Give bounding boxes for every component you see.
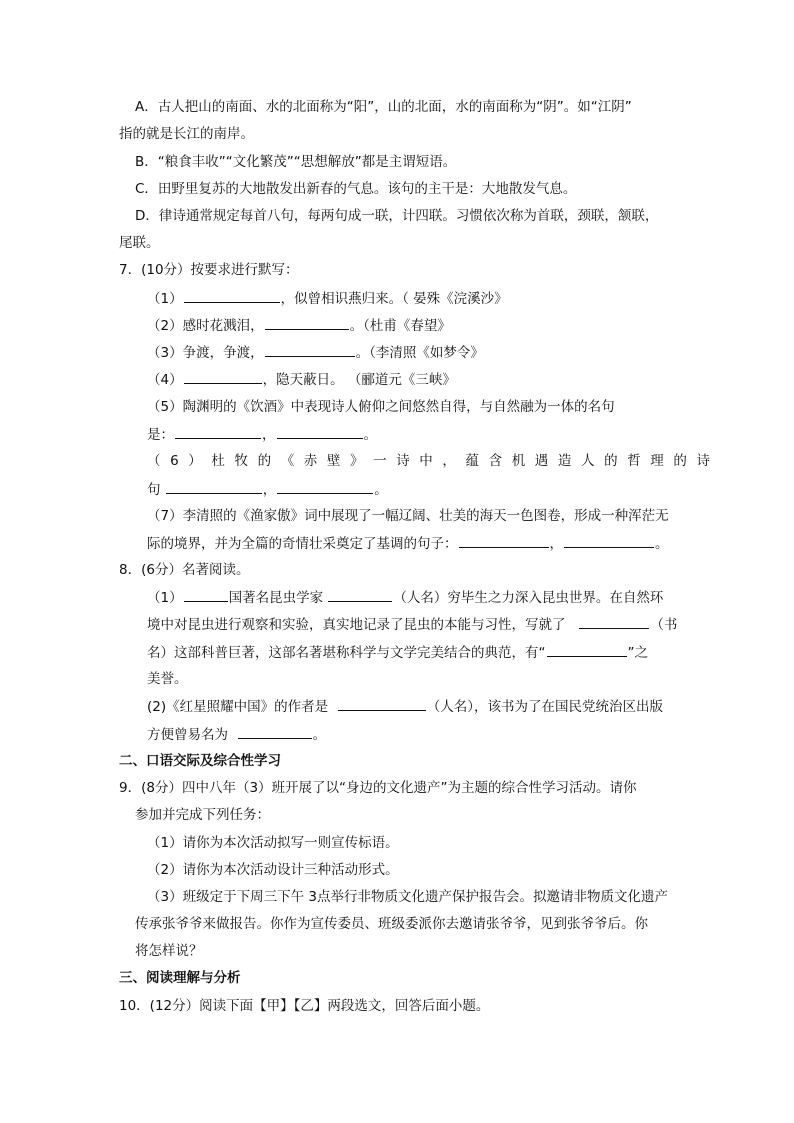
answer-blank[interactable] <box>184 369 262 384</box>
answer-blank[interactable] <box>166 479 262 494</box>
q8-part1-line1: （1） 国著名昆虫学家 （人名）穷毕生之力深入昆虫世界。在自然环 <box>147 587 663 608</box>
q9-task-1: （1）请你为本次活动拟写一则宣传标语。 <box>147 835 399 851</box>
answer-blank[interactable] <box>265 342 355 357</box>
q7-item-3: （3）争渡，争渡， 。（李清照《如梦令》 <box>147 342 484 363</box>
option-d-line2: 尾联。 <box>119 235 160 251</box>
answer-blank[interactable] <box>265 315 349 330</box>
question-10-title: 10．(12分）阅读下面【甲】【乙】两段选文，回答后面小题。 <box>119 998 490 1014</box>
q8-part2-line2: 方便曾易名为 。 <box>147 724 326 745</box>
answer-blank[interactable] <box>184 288 280 303</box>
q7-item-7-line2: 际的境界，并为全篇的奇情壮采奠定了基调的句子： ， 。 <box>147 533 669 554</box>
answer-blank[interactable] <box>459 533 549 548</box>
question-9-line2: 参加并完成下列任务： <box>135 807 270 823</box>
q9-task-2: （2）请你为本次活动设计三种活动形式。 <box>147 862 399 878</box>
question-9-line1: 9．(8分）四中八年（3）班开展了以“身边的文化遗产”为主题的综合性学习活动。请你 <box>119 780 637 796</box>
answer-blank[interactable] <box>277 424 363 439</box>
q7-item-6-line1: （6）杜牧的《赤壁》一诗中，蕴含机遇造人的哲理的诗 <box>147 453 720 469</box>
q7-item-4: （4） ，隐天蔽日。 （郦道元《三峡》 <box>147 369 456 390</box>
answer-blank[interactable] <box>547 642 627 657</box>
question-7-title: 7．(10分）按要求进行默写： <box>119 262 299 278</box>
option-d-line1: D．律诗通常规定每首八句，每两句成一联，计四联。习惯依次称为首联，颈联，颔联， <box>135 208 659 224</box>
q8-part2-line1: (2)《红星照耀中国》的作者是 （人名），该书为了在国民党统治区出版 <box>147 696 663 717</box>
q7-item-1: （1） ，似曾相识燕归来。（ 晏殊《浣溪沙》 <box>147 288 508 309</box>
option-c: C．田野里复苏的大地散发出新春的气息。该句的主干是：大地散发气息。 <box>135 181 577 197</box>
section-2-heading: 二、口语交际及综合性学习 <box>119 753 281 769</box>
q9-task-3-line2: 传承张爷爷来做报告。你作为宣传委员、班级委派你去邀请张爷爷，见到张爷爷后。你 <box>135 916 648 932</box>
answer-blank[interactable] <box>338 696 426 711</box>
answer-blank[interactable] <box>238 724 312 739</box>
q9-task-3-line1: （3）班级定于下周三下午 3点举行非物质文化遗产保护报告会。拟邀请非物质文化遗产 <box>147 889 668 905</box>
q7-item-5-line2: 是： ， 。 <box>147 424 377 445</box>
q8-part1-line3: 名）这部科普巨著，这部名著堪称科学与文学完美结合的典范，有“ ”之 <box>147 642 648 663</box>
option-a-line1: A．古人把山的南面、水的北面称为“阳”，山的北面，水的南面称为“阴”。如“江阴” <box>135 99 632 115</box>
q7-item-5-line1: （5）陶渊明的《饮酒》中表现诗人俯仰之间悠然自得，与自然融为一体的名句 <box>147 399 615 415</box>
question-8-title: 8．(6分）名著阅读。 <box>119 562 250 578</box>
q7-item-2: （2）感时花溅泪， 。（杜甫《春望》 <box>147 315 451 336</box>
option-b: B．“粮食丰收”“文化繁茂”“思想解放”都是主谓短语。 <box>135 154 457 170</box>
q7-item-6-line2: 句 ， 。 <box>147 479 388 500</box>
answer-blank[interactable] <box>564 533 654 548</box>
q8-part1-line4: 美誉。 <box>147 671 188 687</box>
section-3-heading: 三、阅读理解与分析 <box>119 970 241 986</box>
q8-part1-line2: 境中对昆虫进行观察和实验，真实地记录了昆虫的本能与习性，写就了 （书 <box>147 614 677 635</box>
answer-blank[interactable] <box>579 614 649 629</box>
answer-blank[interactable] <box>184 587 228 602</box>
answer-blank[interactable] <box>277 479 373 494</box>
option-a-line2: 指的就是长江的南岸。 <box>119 126 254 142</box>
answer-blank[interactable] <box>328 587 392 602</box>
q9-task-3-line3: 将怎样说？ <box>135 943 203 959</box>
q7-item-7-line1: （7）李清照的《渔家傲》词中展现了一幅辽阔、壮美的海天一色图卷，形成一种浑茫无 <box>147 508 669 524</box>
answer-blank[interactable] <box>175 424 261 439</box>
